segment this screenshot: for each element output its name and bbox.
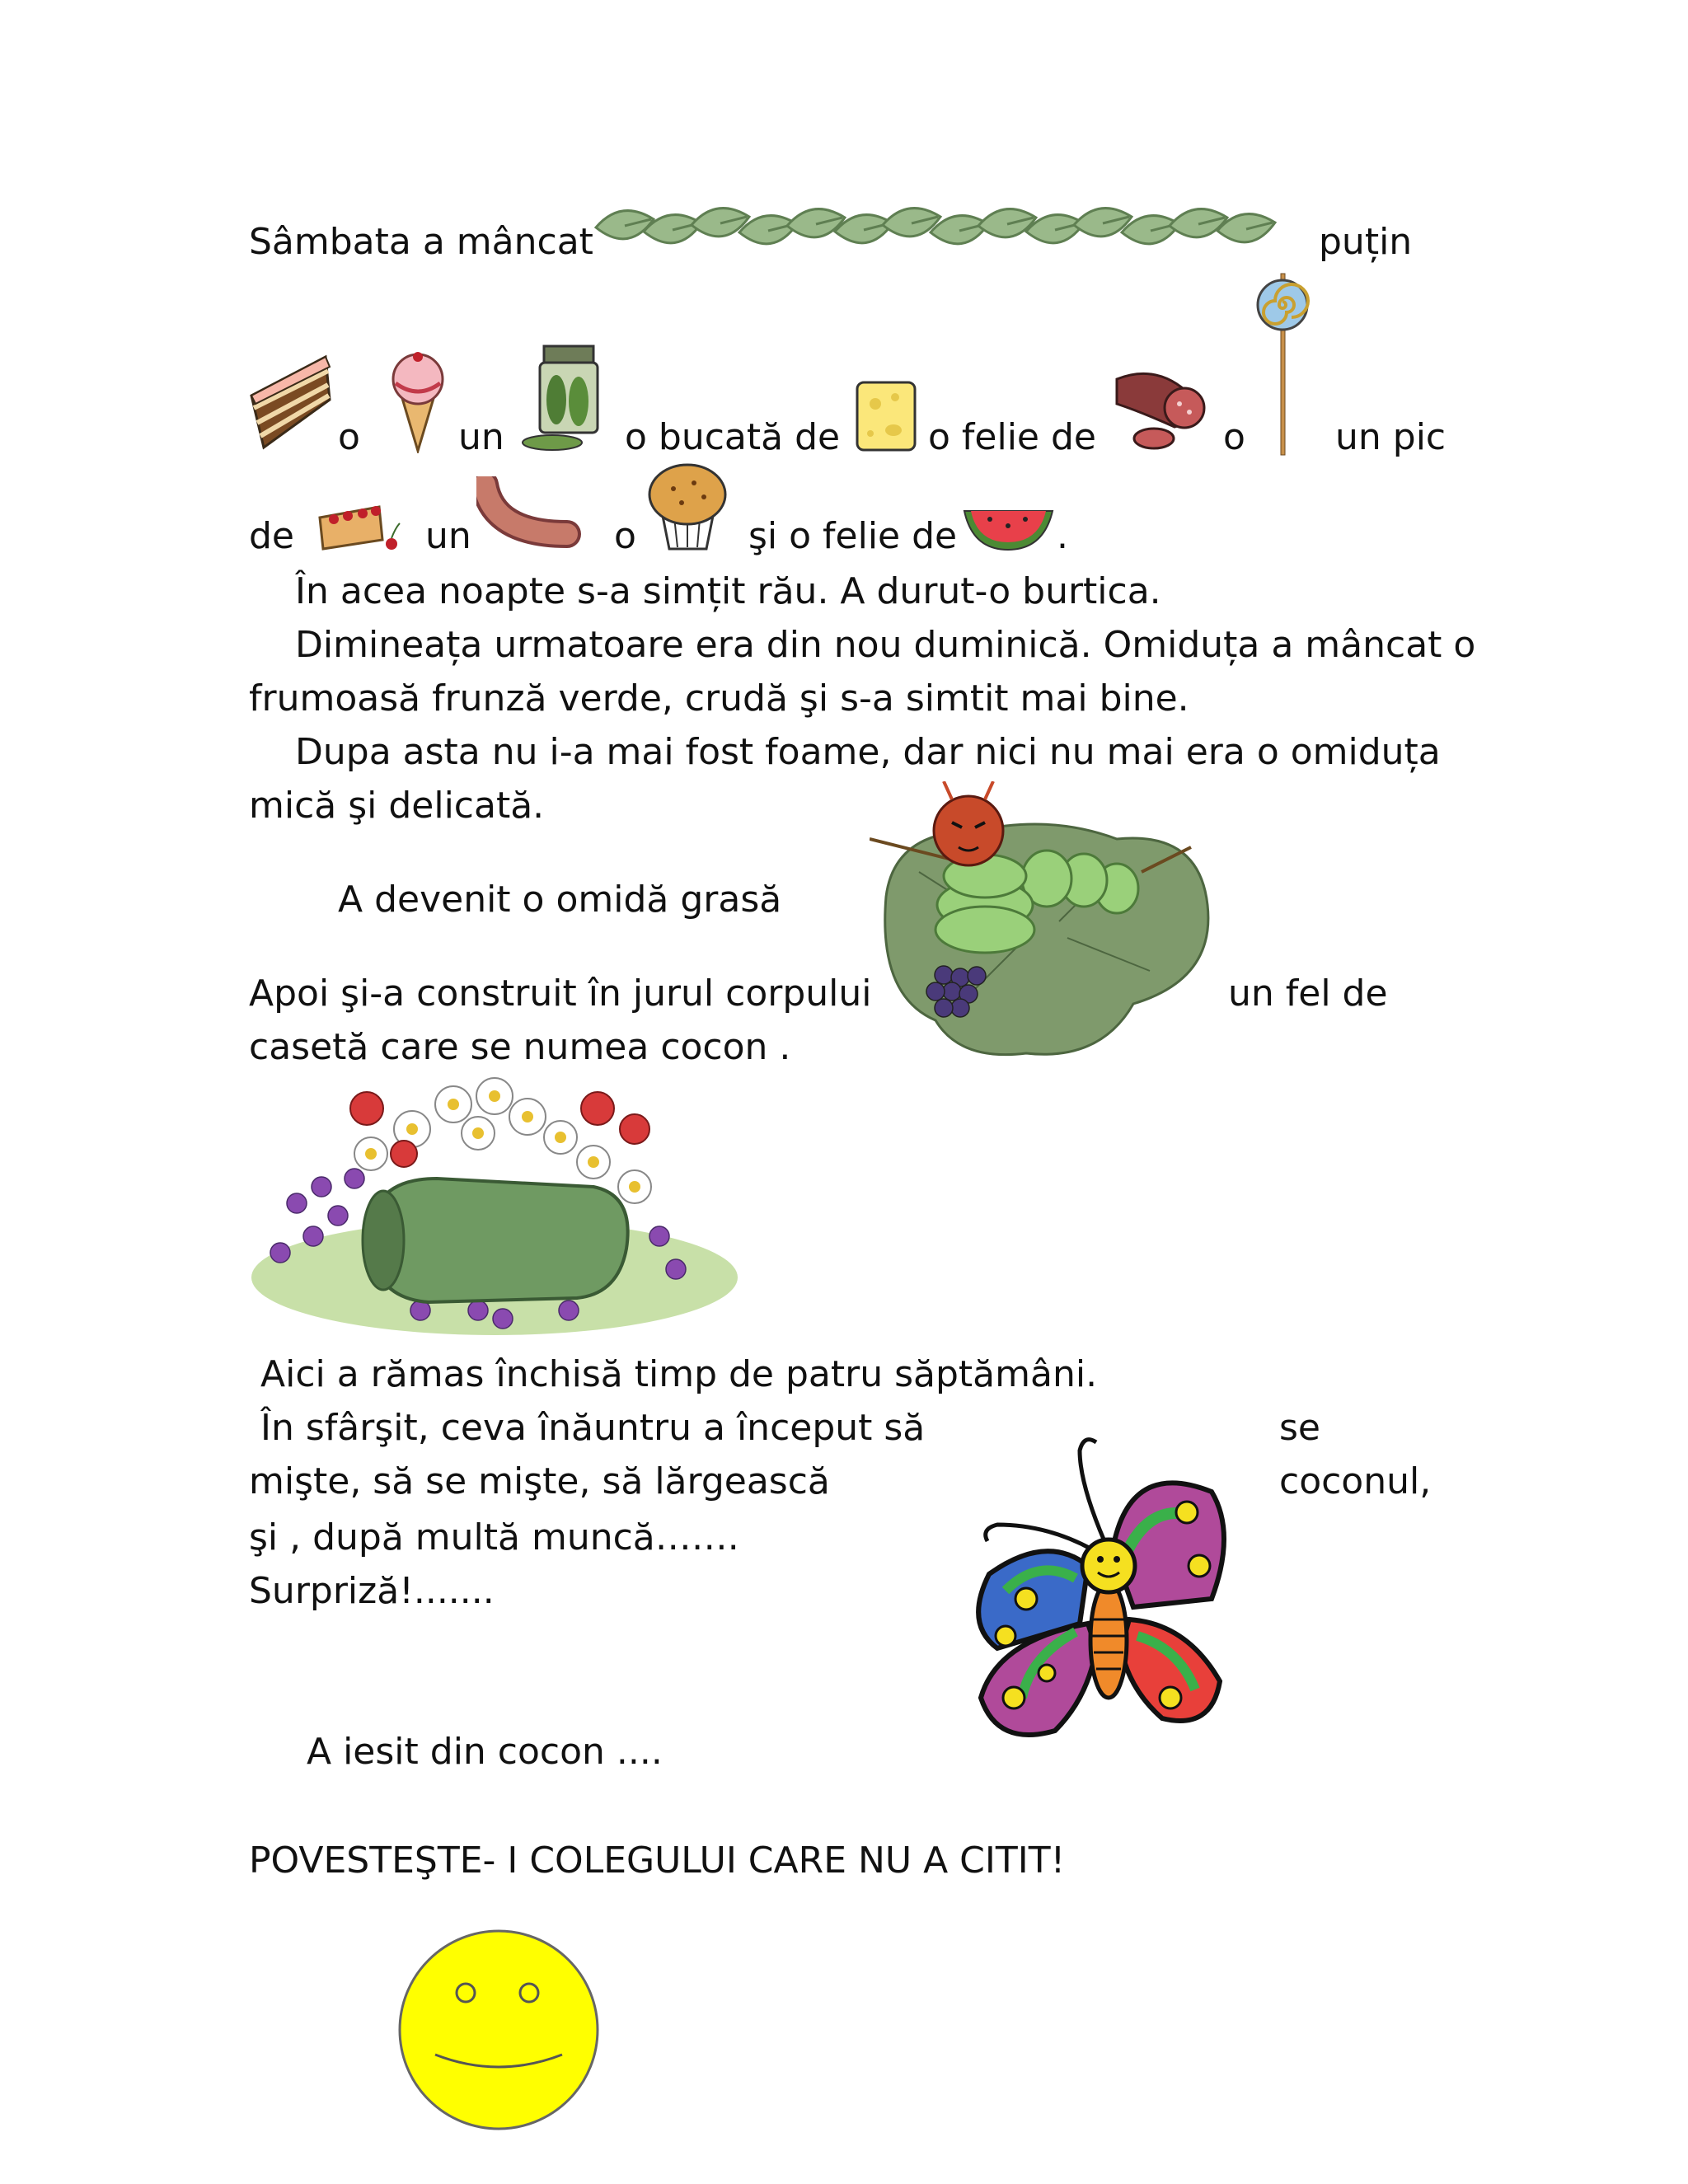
text-word: de (249, 515, 294, 557)
text-word: o felie de (928, 416, 1096, 458)
cheese-icon (854, 379, 918, 453)
text-word: o bucată de (625, 416, 841, 458)
text-word: un (425, 515, 471, 557)
text-word: . (1057, 515, 1068, 557)
cupcake-icon (645, 460, 731, 552)
cherry-pie-icon (313, 494, 404, 556)
paragraph-line: A iesit din cocon .... (307, 1731, 663, 1773)
paragraph-line: casetă care se numea cocon . (249, 1026, 791, 1068)
paragraph-line: coconul, (1279, 1460, 1432, 1502)
paragraph-line: Aici a rămas închisă timp de patru săptămâni. (260, 1353, 1098, 1395)
pickle-jar-icon (519, 342, 618, 453)
sausage-icon (476, 476, 584, 551)
text-word: şi o felie de (748, 515, 958, 557)
paragraph-line: În sfârşit, ceva înăuntru a început să (260, 1407, 926, 1449)
paragraph-line: şi , după multă muncă……. (249, 1516, 739, 1558)
smiley-face-illustration (396, 1927, 602, 2133)
paragraph-line: Apoi şi-a construit în jurul corpului (249, 972, 872, 1015)
paragraph-line: se (1279, 1407, 1320, 1449)
cake-slice-icon (247, 350, 333, 452)
text-line: puțin (1319, 221, 1413, 263)
closing-instruction: POVESTEŞTE- I COLEGULUI CARE NU A CITIT! (249, 1840, 1066, 1882)
text-word: un pic (1335, 416, 1447, 458)
text-word: o (1223, 416, 1245, 458)
leaf-garland-icon (592, 194, 1302, 260)
text-word: un (458, 416, 504, 458)
text-word: o (614, 515, 636, 557)
lollipop-icon (1248, 265, 1317, 457)
paragraph-line: un fel de (1228, 972, 1388, 1015)
caterpillar-on-leaves-illustration (870, 781, 1216, 1070)
paragraph-line: frumoasă frunză verde, crudă şi s-a simtit mai bine. (249, 677, 1189, 719)
cocoon-in-flowers-illustration (247, 1071, 750, 1347)
paragraph-line: Dimineața urmatoare era din nou duminică. Omiduța a mâncat o (295, 624, 1476, 666)
paragraph-line: Surpriză!....... (249, 1570, 495, 1612)
paragraph-line: În acea noapte s-a simțit rău. A durut-o burtica. (295, 570, 1161, 612)
ice-cream-cone-icon (381, 350, 455, 453)
salami-icon (1109, 363, 1216, 452)
paragraph-line: A devenit o omidă grasă (338, 879, 782, 921)
text-word: o (338, 416, 360, 458)
text-line: Sâmbata a mâncat (249, 221, 593, 263)
paragraph-line: mică şi delicată. (249, 785, 545, 827)
paragraph-line: mişte, să se mişte, să lărgească (249, 1460, 830, 1502)
watermelon-slice-icon (961, 504, 1056, 552)
paragraph-line: Dupa asta nu i-a mai fost foame, dar nici nu mai era o omiduța (295, 731, 1441, 773)
butterfly-illustration (948, 1434, 1261, 1772)
